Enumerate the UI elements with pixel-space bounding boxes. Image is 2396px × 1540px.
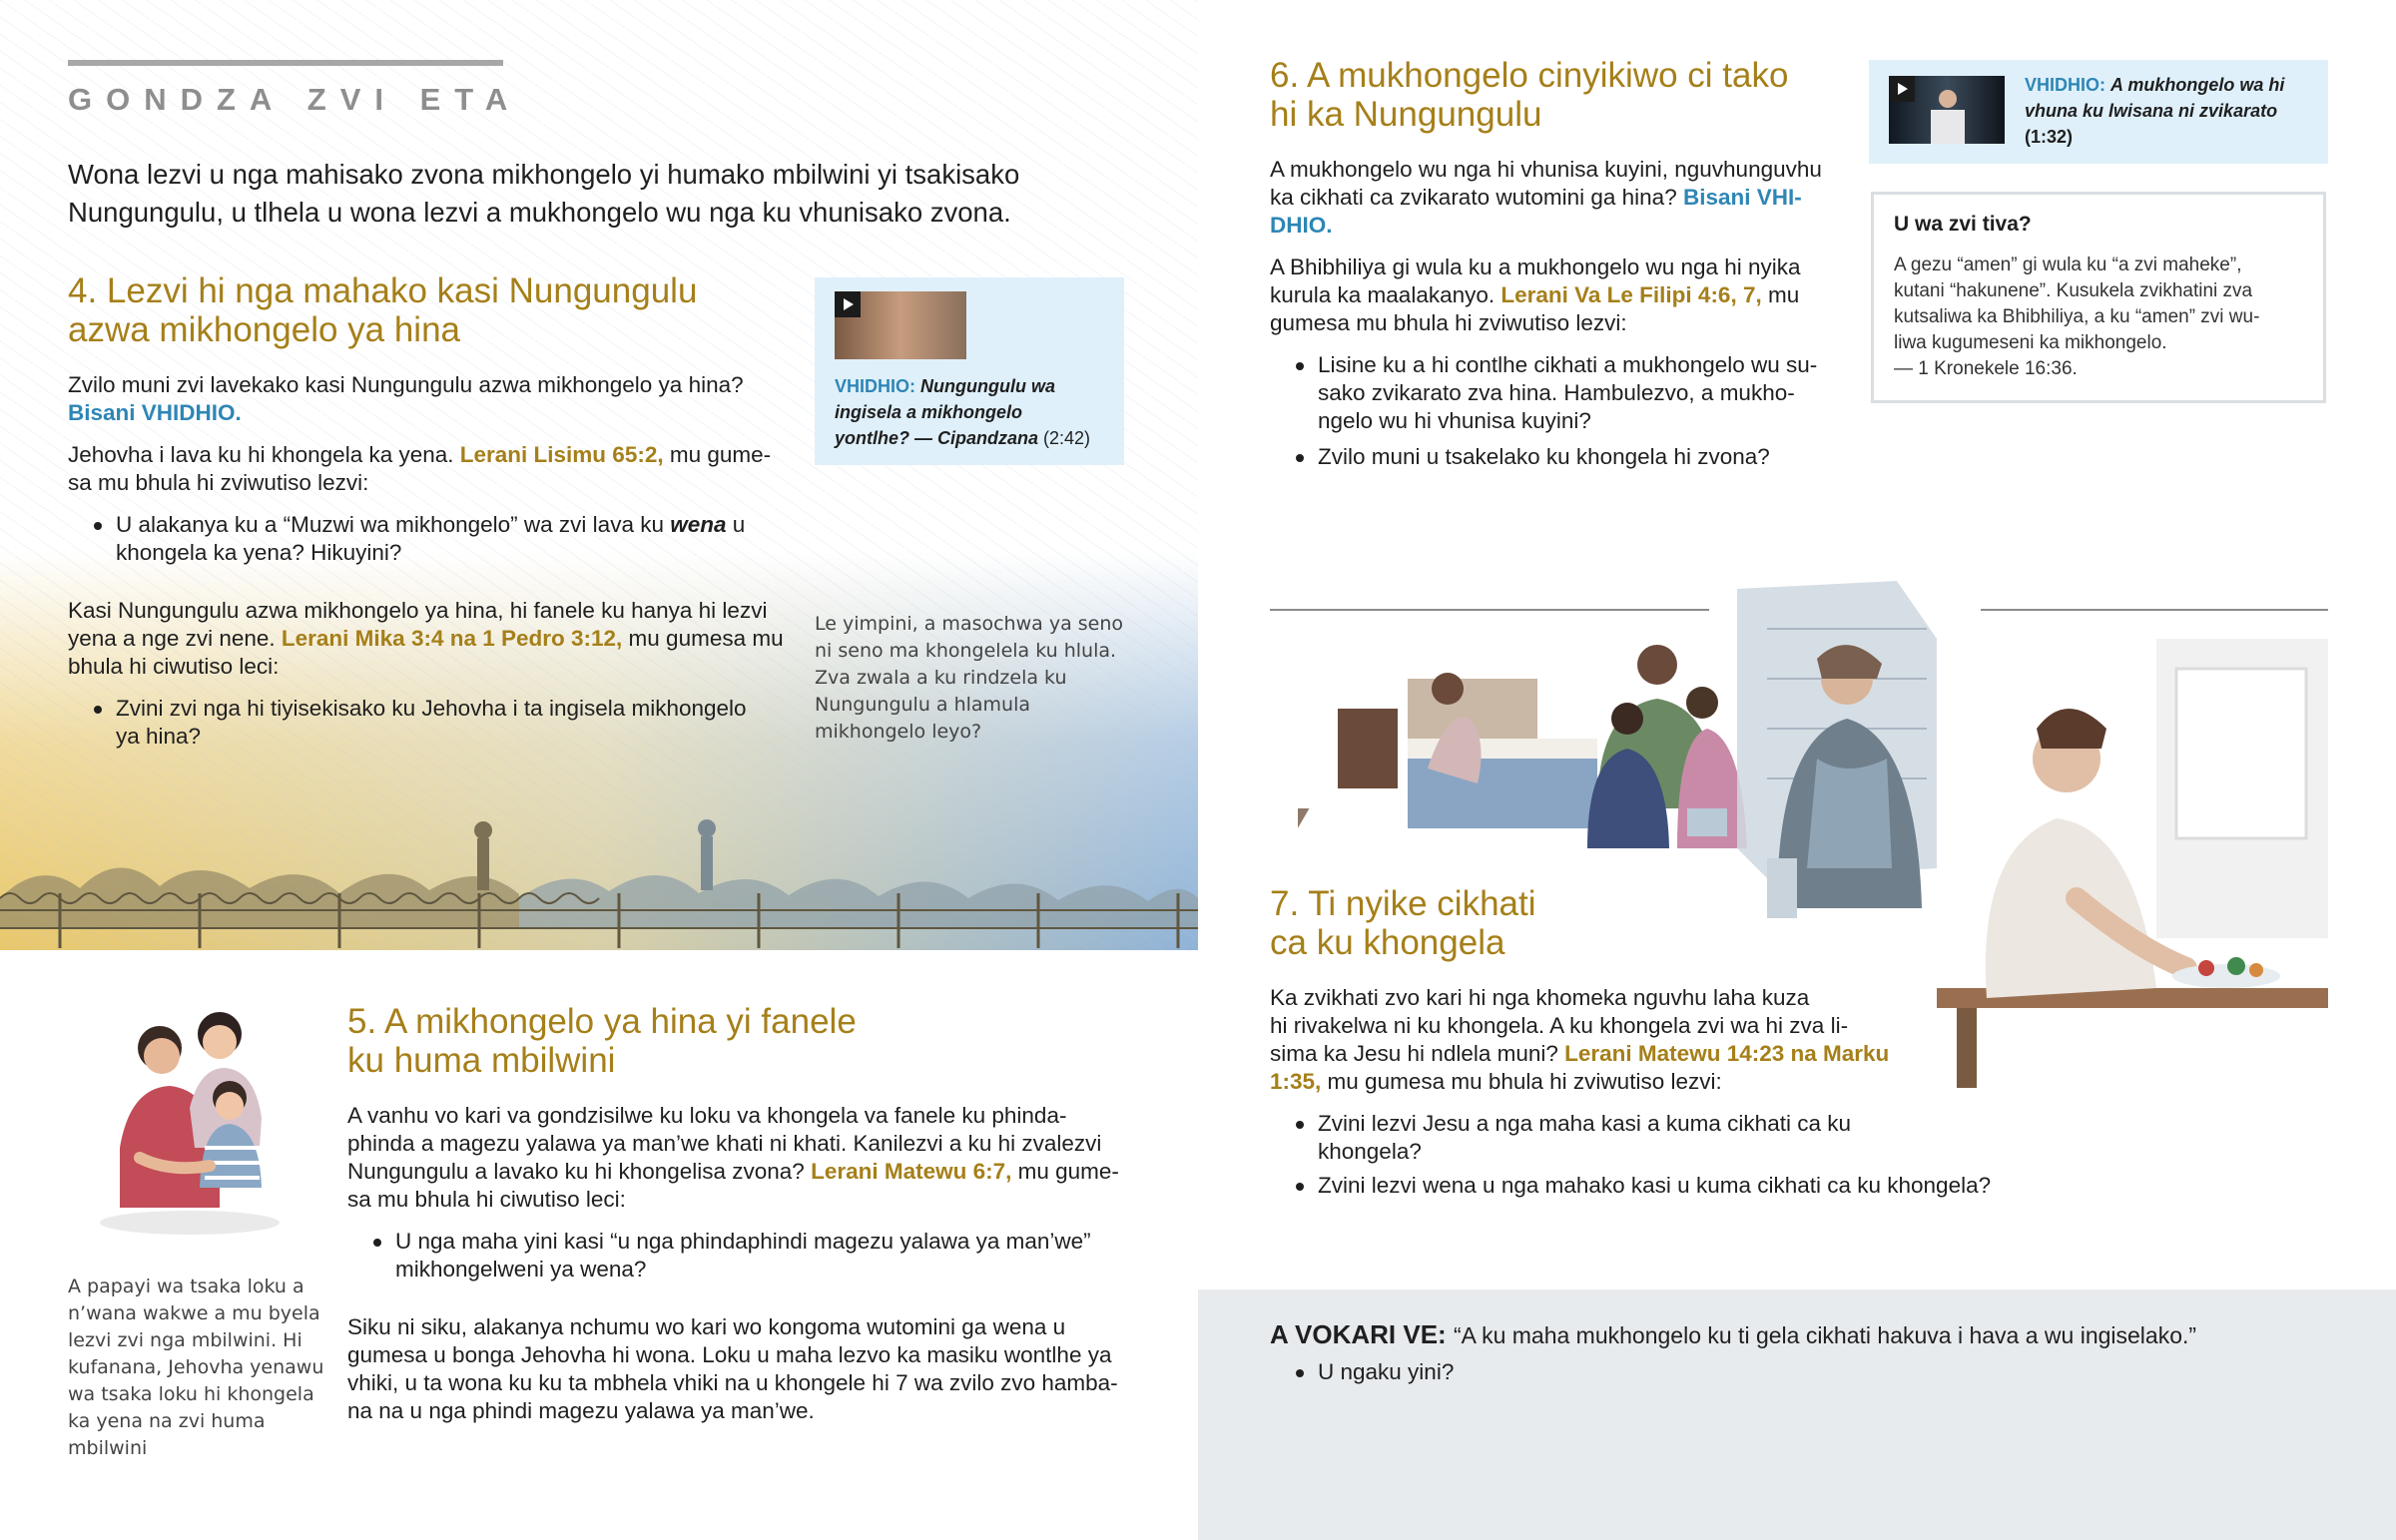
s4-paragraph-3: Kasi Nungungulu azwa mikhongelo ya hina, hi fanele ku hanya hi lezvi yena a nge zvi nene. Lerani Mika 3:4 na 1 Pedro 3:12, mu gumesa mu bhula hi ciwutiso leci: <box>68 598 784 679</box>
section-4-title: 4. Lezvi hi nga mahako kasi Nungungulu azwa mikhongelo ya hina <box>68 271 698 349</box>
section-7 <box>1270 884 1992 1200</box>
s4-bullets-1 <box>68 511 807 567</box>
father-son-illustration <box>90 998 290 1238</box>
list-item: Lisine ku a hi contlhe cikhati a mukhongelo wu su- sako zvikarato zva hina. Hambulezvo, a mukho- ngelo wu hi vhunisa kuyini? <box>1270 351 1849 435</box>
s6-paragraph-1: A mukhongelo wu nga hi vhunisa kuyini, nguvhunguvhu ka cikhati ca zvikarato wutomini ga hina? Bisani VHI- DHIO. <box>1270 157 1822 238</box>
s5-paragraph-2: Siku ni siku, alakanya nchumu wo kari wo kongoma wutomini ga wena u gumesa u bonga Jehovha hi wona. Loku u maha lezvo ka masiku wontlhe ya vhiki, u ta wona ku ku ta mbhela vhiki na u khongele hi 7 wa zvilo zvo hamba- na na u nga phindi magezu yalawa ya man’we. <box>347 1314 1118 1423</box>
section-6 <box>1270 56 1849 471</box>
s7-ref-matthew-mark[interactable]: Lerani Matewu 14:23 na Marku 1:35, <box>1270 1041 1890 1094</box>
video-label: VHIDHIO: A mukhongelo wa hi vhuna ku lwisana ni zvikarato (1:32) <box>2025 75 2285 147</box>
video-thumbnail[interactable] <box>835 291 966 359</box>
s6-ref-philippians[interactable]: Lerani Va Le Filipi 4:6, 7, <box>1500 282 1762 307</box>
objection-label: A VOKARI VE: <box>1270 1319 1447 1349</box>
s7-bullets <box>1270 1110 1992 1200</box>
list-item: U alakanya ku a “Muzwi wa mikhongelo” wa zvi lava ku wena u khongela ka yena? Hikuyini? <box>68 511 807 567</box>
intro-text: Wona lezvi u nga mahisako zvona mikhongelo yi humako mbilwini yi tsakisako Nungungulu, u tlhela u wona lezvi a mukhongelo wu nga ku vhunisako zvona. <box>68 159 1020 228</box>
s4-paragraph-2: Jehovha i lava ku hi khongela ka yena. Lerani Lisimu 65:2, mu gume- sa mu bhula hi zviwutiso lezvi: <box>68 442 772 495</box>
list-item: U nga maha yini kasi “u nga phindaphindi magezu yalawa ya man’we” mikhongelweni ya wena? <box>347 1228 1146 1283</box>
s5-ref-matthew[interactable]: Lerani Matewu 6:7, <box>811 1159 1012 1184</box>
play-icon[interactable] <box>1889 76 1915 102</box>
did-you-know-title: U wa zvi tiva? <box>1894 213 2032 236</box>
did-you-know-text: A gezu “amen” gi wula ku “a zvi maheke”, kutani “hakunene”. Kusukela zvikhatini zva kutsaliwa ka Bhibhiliya, a ku “amen” zvi wu- liwa kugumeseni ka mikhongelo. — 1 Kronekele 16:36. <box>1894 255 2260 379</box>
s5-caption: A papayi wa tsaka loku a n’wana wakwe a mu byela lezvi zvi nga mbilwini. Hi kufanana, Jehovha yenawu wa tsaka loku hi khongela ka yena na zvi huma mbilwini <box>68 1276 324 1459</box>
s4-bullets-2 <box>68 695 807 751</box>
s6-video-link[interactable]: Bisani VHI- DHIO. <box>1270 185 1802 238</box>
s4-caption: Le yimpini, a masochwa ya seno ni seno ma khongelela ku hlula. Zva zwala a ku rindzela ku Nungungulu a hlamula mikhongelo leyo? <box>815 613 1124 743</box>
section-7-title: 7. Ti nyike cikhati ca ku khongela <box>1270 884 1536 962</box>
section-4 <box>68 271 807 751</box>
list-item: U ngaku yini? <box>1270 1358 2348 1386</box>
s5-paragraph-1: A vanhu vo kari va gondzisilwe ku loku va khongela va fanele ku phinda- phinda a magezu yalawa ya man’we khati ni khati. Kanilezvi a ku hi zvalezvi Nungungulu a lavako ku hi khongelisa zvona? Lerani Matewu 6:7, mu gume- sa mu bhula hi ciwutiso leci: <box>347 1103 1119 1212</box>
list-item: Zvini zvi nga hi tiyisekisako ku Jehovha i ta ingisela mikhongelo ya hina? <box>68 695 807 751</box>
s4-ref-micah[interactable]: Lerani Mika 3:4 na 1 Pedro 3:12, <box>281 626 623 651</box>
kicker-rule <box>68 60 503 66</box>
did-you-know-box <box>1871 192 2326 403</box>
s4-video-link[interactable]: Bisani VHIDHIO. <box>68 400 242 425</box>
s4-ref-psalm[interactable]: Lerani Lisimu 65:2, <box>459 442 664 467</box>
video-thumbnail[interactable] <box>1889 76 2005 144</box>
kicker-title: GONDZA ZVI ETA <box>68 82 522 117</box>
objection-bullets <box>1270 1358 2348 1386</box>
list-item: Zvilo muni u tsakelako ku khongela hi zvona? <box>1270 443 1849 471</box>
objection-text <box>1270 1317 2348 1386</box>
s6-paragraph-2: A Bhibhiliya gi wula ku a mukhongelo wu nga hi nyika kurula ka maalakanyo. Lerani Va Le Filipi 4:6, 7, mu gumesa mu bhula hi zviwutiso lezvi: <box>1270 255 1801 335</box>
video-label: VHIDHIO: Nungungulu wa ingisela a mikhongelo yontlhe? — Cipandzana (2:42) <box>835 376 1091 448</box>
list-item: Zvini lezvi wena u nga mahako kasi u kuma cikhati ca ku khongela? <box>1270 1172 1929 1200</box>
section-5-title: 5. A mikhongelo ya hina yi fanele ku huma mbilwini <box>347 1002 857 1080</box>
s6-bullets <box>1270 351 1849 471</box>
s6-video-box[interactable] <box>1869 60 2328 164</box>
s4-question: Zvilo muni zvi lavekako kasi Nungungulu azwa mikhongelo ya hina? Bisani VHIDHIO. <box>68 372 744 425</box>
s7-paragraph-1: Ka zvikhati zvo kari hi nga khomeka nguvhu laha kuza hi rivakelwa ni ku khongela. A ku khongela zvi wa hi zva li- sima ka Jesu hi ndlela muni? Lerani Matewu 14:23 na Marku 1:35, mu gumesa mu bhula hi zviwutiso lezvi: <box>1270 985 1890 1094</box>
s4-video-box[interactable] <box>815 277 1124 465</box>
section-6-title: 6. A mukhongelo cinyikiwo ci tako hi ka Nungungulu <box>1270 56 1789 134</box>
play-icon[interactable] <box>835 291 861 317</box>
objection-quote: “A ku maha mukhongelo ku ti gela cikhati hakuva i hava a wu ingiselako.” <box>1453 1322 2197 1348</box>
list-item: Zvini lezvi Jesu a nga maha kasi a kuma cikhati ca ku khongela? <box>1270 1110 1929 1166</box>
section-5 <box>347 1002 1146 1425</box>
s5-bullets <box>347 1228 1146 1283</box>
